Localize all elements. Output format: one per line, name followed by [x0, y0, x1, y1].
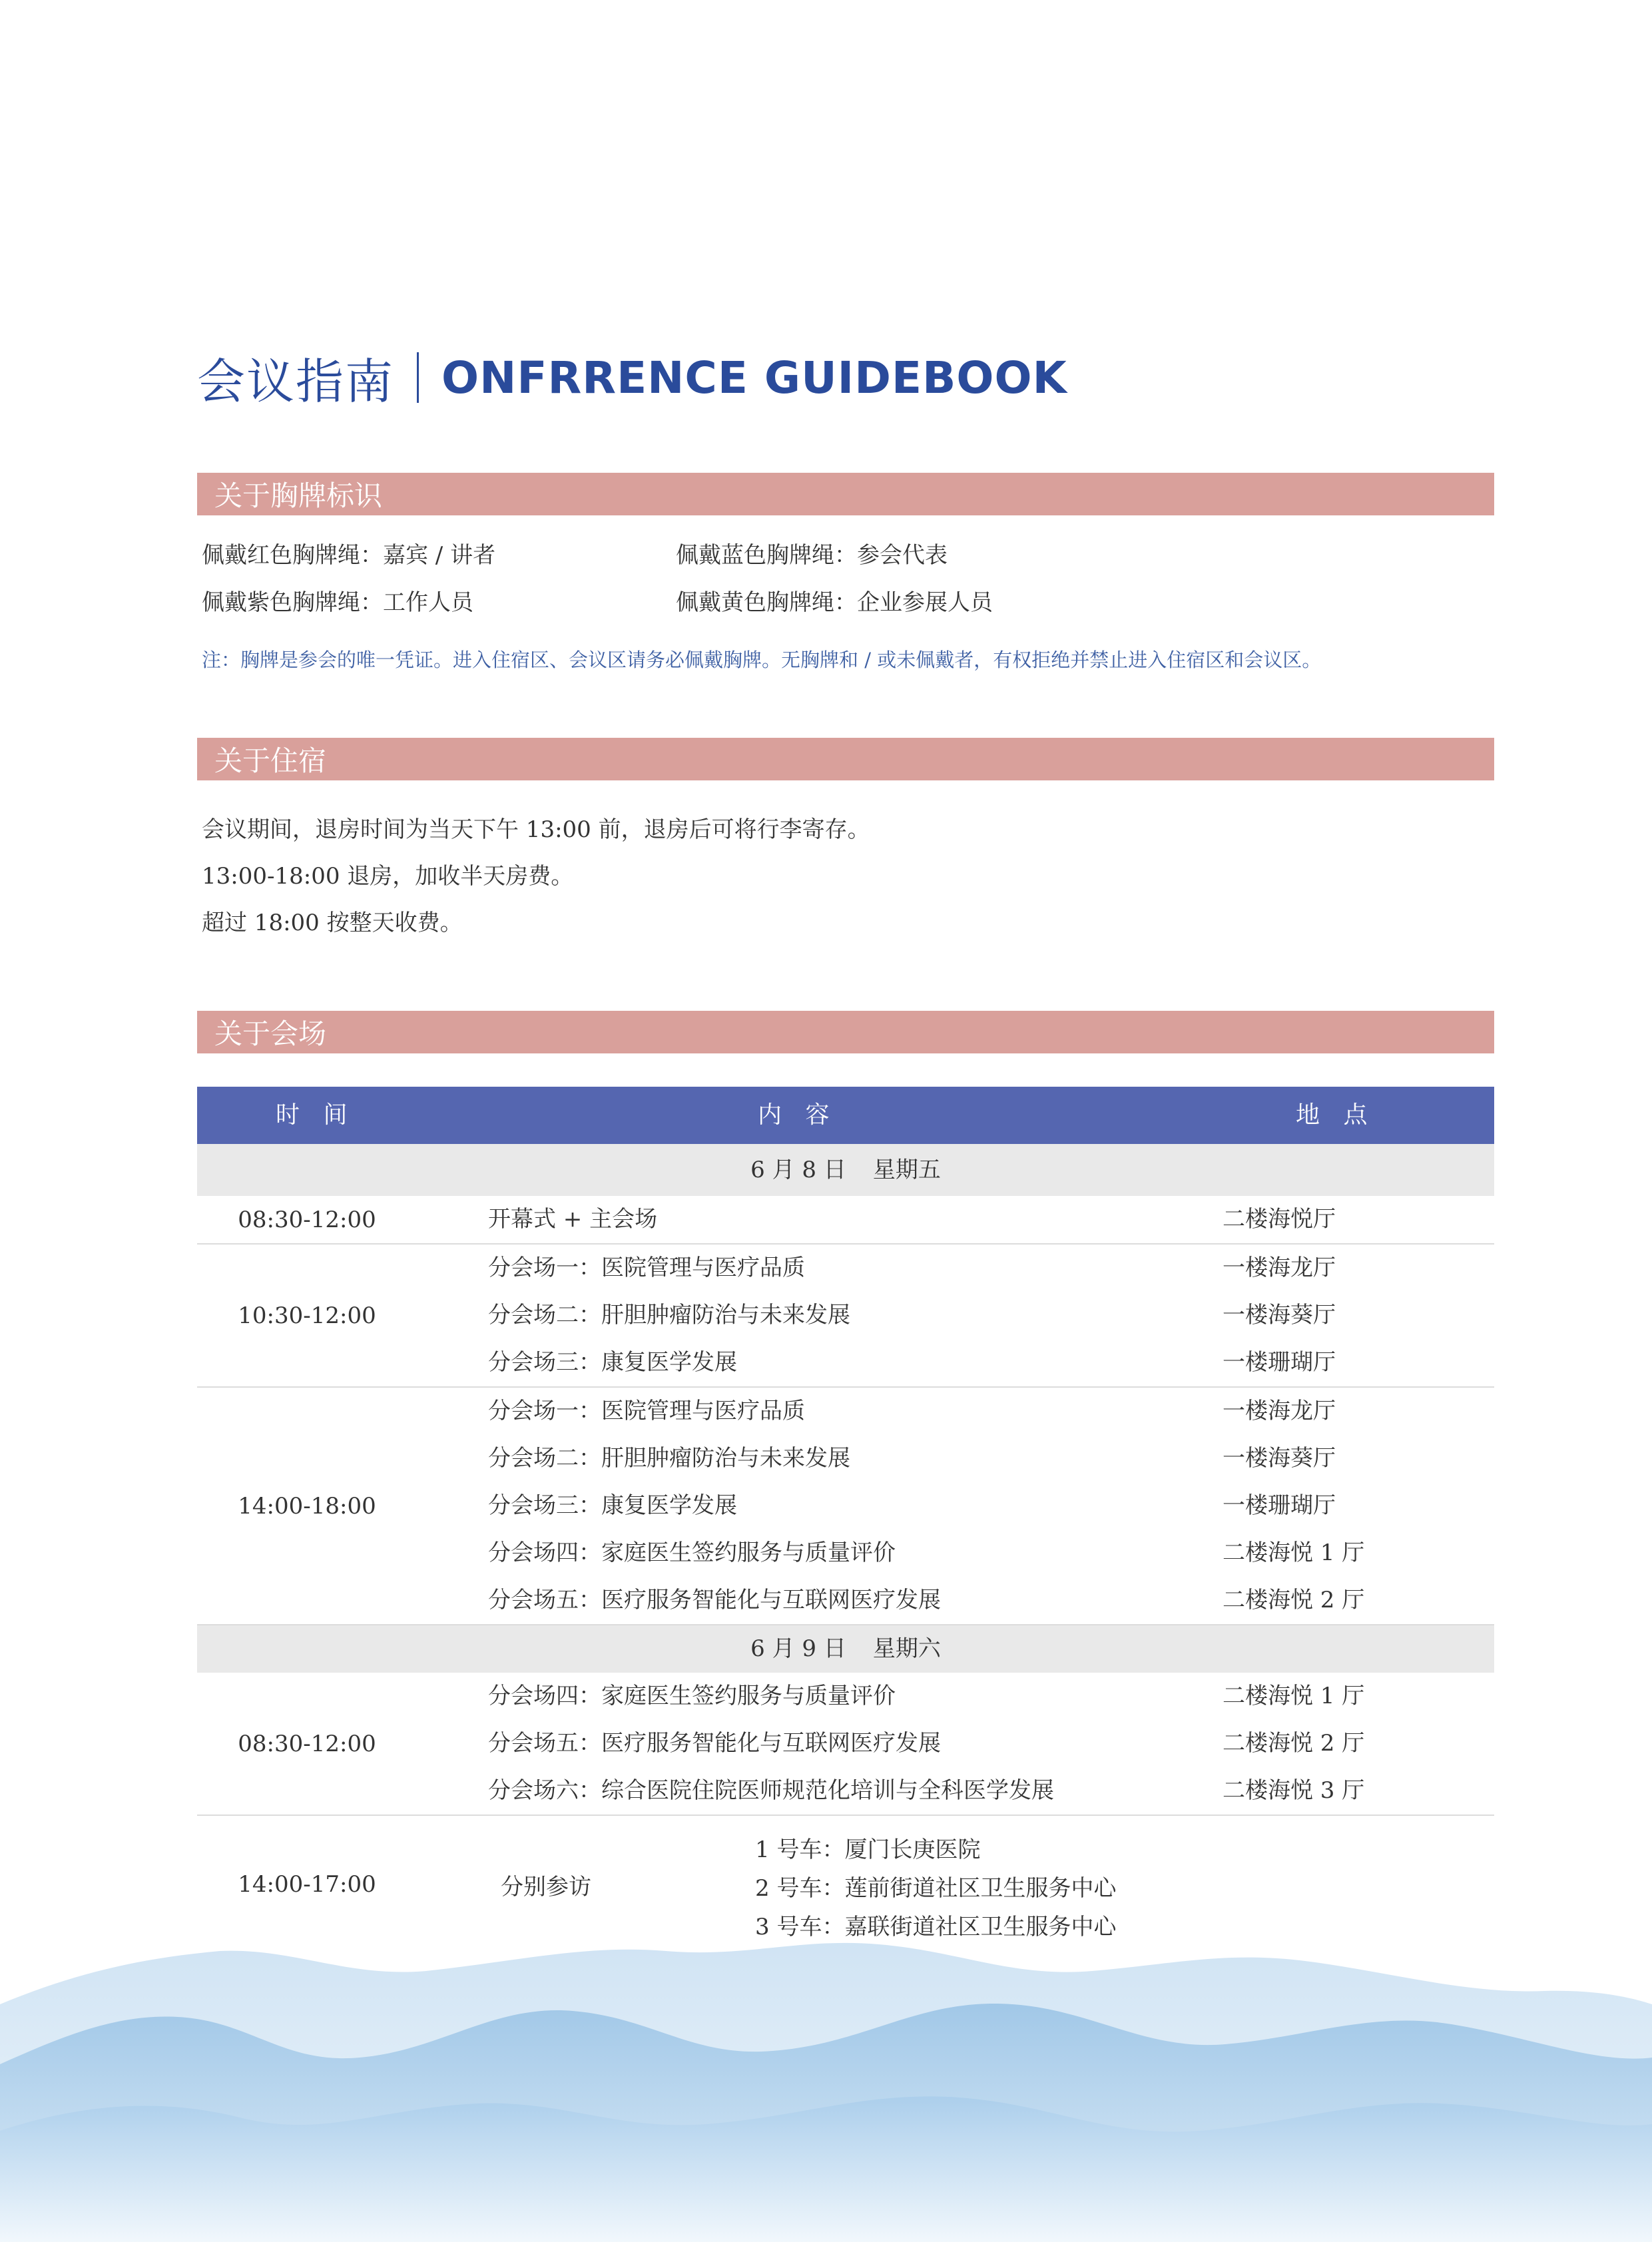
- title-chinese: 会议指南: [197, 354, 395, 410]
- schedule-table: [197, 1087, 1494, 1953]
- section-heading-badge: [197, 473, 1494, 515]
- section-heading-label: 关于会场: [214, 1017, 327, 1050]
- badge-note: 注：胸牌是参会的唯一凭证。进入住宿区、会议区请务必佩戴胸牌。无胸牌和 / 或未佩戴者，有权拒绝并禁止进入住宿区和会议区。: [202, 649, 1322, 671]
- row-content: 分会场一：医院管理与医疗品质: [488, 1255, 805, 1281]
- row-content: 分会场一：医院管理与医疗品质: [488, 1398, 805, 1424]
- table-header: [197, 1087, 1494, 1144]
- header-time: 时 间: [276, 1101, 356, 1129]
- row-content: 分会场五：医疗服务智能化与互联网医疗发展: [488, 1730, 941, 1757]
- group-time: 08:30-12:00: [238, 1730, 376, 1757]
- row-content: 分会场四：家庭医生签约服务与质量评价: [488, 1683, 896, 1709]
- table-row: [197, 1482, 1494, 1530]
- page-title: [197, 341, 1067, 414]
- row-place: 一楼海葵厅: [1223, 1302, 1336, 1328]
- section-heading-venue: [197, 1011, 1494, 1053]
- header-content: 内 容: [758, 1101, 838, 1129]
- table-row: [197, 1720, 1494, 1767]
- table-row: [197, 1245, 1494, 1292]
- row-place: 二楼海悦 3 厅: [1223, 1777, 1365, 1804]
- row-place: 二楼海悦 2 厅: [1223, 1587, 1365, 1613]
- table-row: [197, 1388, 1494, 1435]
- badge-item-red: 佩戴红色胸牌绳：嘉宾 / 讲者: [202, 542, 496, 569]
- row-content: 分会场三：康复医学发展: [488, 1492, 737, 1519]
- badge-item-yellow: 佩戴黄色胸牌绳：企业参展人员: [676, 589, 993, 616]
- row-content: 分会场五：医疗服务智能化与互联网医疗发展: [488, 1587, 941, 1613]
- lodging-line-2: 13:00-18:00 退房，加收半天房费。: [202, 863, 574, 890]
- row-content: 分会场六：综合医院住院医师规范化培训与全科医学发展: [488, 1777, 1054, 1804]
- badge-item-blue: 佩戴蓝色胸牌绳：参会代表: [676, 542, 948, 569]
- row-place: 一楼海龙厅: [1223, 1398, 1336, 1424]
- group-time: 14:00-18:00: [238, 1492, 376, 1520]
- weekday-label: 星期六: [872, 1635, 941, 1662]
- row-place: 二楼海悦 2 厅: [1223, 1730, 1365, 1757]
- table-row: [197, 1292, 1494, 1339]
- section-heading-lodging: [197, 738, 1494, 780]
- schedule-group: [197, 1196, 1494, 1245]
- row-place: 二楼海悦厅: [1223, 1206, 1336, 1233]
- table-row: [197, 1196, 1494, 1243]
- bus-list: [755, 1830, 1116, 1946]
- badge-item-purple: 佩戴紫色胸牌绳：工作人员: [202, 589, 473, 616]
- table-row: [197, 1577, 1494, 1624]
- date-row: [197, 1625, 1494, 1673]
- title-english: ONFRRENCE GUIDEBOOK: [441, 352, 1067, 404]
- row-place: 一楼海葵厅: [1223, 1445, 1336, 1472]
- row-place: 二楼海悦 1 厅: [1223, 1683, 1365, 1709]
- date-label: 6 月 8 日: [750, 1157, 846, 1183]
- bus-item: 3 号车：嘉联街道社区卫生服务中心: [755, 1914, 1117, 1940]
- row-content: 分会场二：肝胆肿瘤防治与未来发展: [488, 1445, 850, 1472]
- section-heading-label: 关于住宿: [214, 744, 327, 777]
- row-place: 一楼海龙厅: [1223, 1255, 1336, 1281]
- row-content: 分会场二：肝胆肿瘤防治与未来发展: [488, 1302, 850, 1328]
- group-time: 08:30-12:00: [238, 1206, 376, 1233]
- section-heading-label: 关于胸牌标识: [214, 479, 383, 512]
- row-content: 分会场三：康复医学发展: [488, 1349, 737, 1376]
- lodging-line-1: 会议期间，退房时间为当天下午 13:00 前，退房后可将行李寄存。: [202, 816, 870, 843]
- table-row: [197, 1767, 1494, 1815]
- table-row: [197, 1530, 1494, 1577]
- lodging-line-3: 超过 18:00 按整天收费。: [202, 910, 463, 936]
- schedule-group: [197, 1388, 1494, 1625]
- date-row: [197, 1144, 1494, 1196]
- row-content: 开幕式 + 主会场: [488, 1206, 658, 1233]
- bus-item: 1 号车：厦门长庚医院: [755, 1836, 981, 1863]
- table-row: [197, 1673, 1494, 1720]
- visit-label: 分别参访: [501, 1873, 591, 1900]
- row-place: 一楼珊瑚厅: [1223, 1492, 1336, 1519]
- weekday-label: 星期五: [872, 1157, 941, 1183]
- schedule-group: [197, 1245, 1494, 1388]
- date-label: 6 月 9 日: [750, 1635, 846, 1662]
- title-divider: [417, 352, 419, 403]
- schedule-group: [197, 1673, 1494, 1816]
- row-place: 一楼珊瑚厅: [1223, 1349, 1336, 1376]
- table-row: [197, 1435, 1494, 1482]
- row-content: 分会场四：家庭医生签约服务与质量评价: [488, 1540, 896, 1566]
- row-place: 二楼海悦 1 厅: [1223, 1540, 1365, 1566]
- group-time: 10:30-12:00: [238, 1302, 376, 1329]
- bus-item: 2 号车：莲前街道社区卫生服务中心: [755, 1875, 1117, 1902]
- header-place: 地 点: [1296, 1101, 1376, 1129]
- mountain-landscape-decoration: [0, 1931, 1652, 2242]
- visit-time: 14:00-17:00: [238, 1871, 376, 1898]
- table-row: [197, 1339, 1494, 1386]
